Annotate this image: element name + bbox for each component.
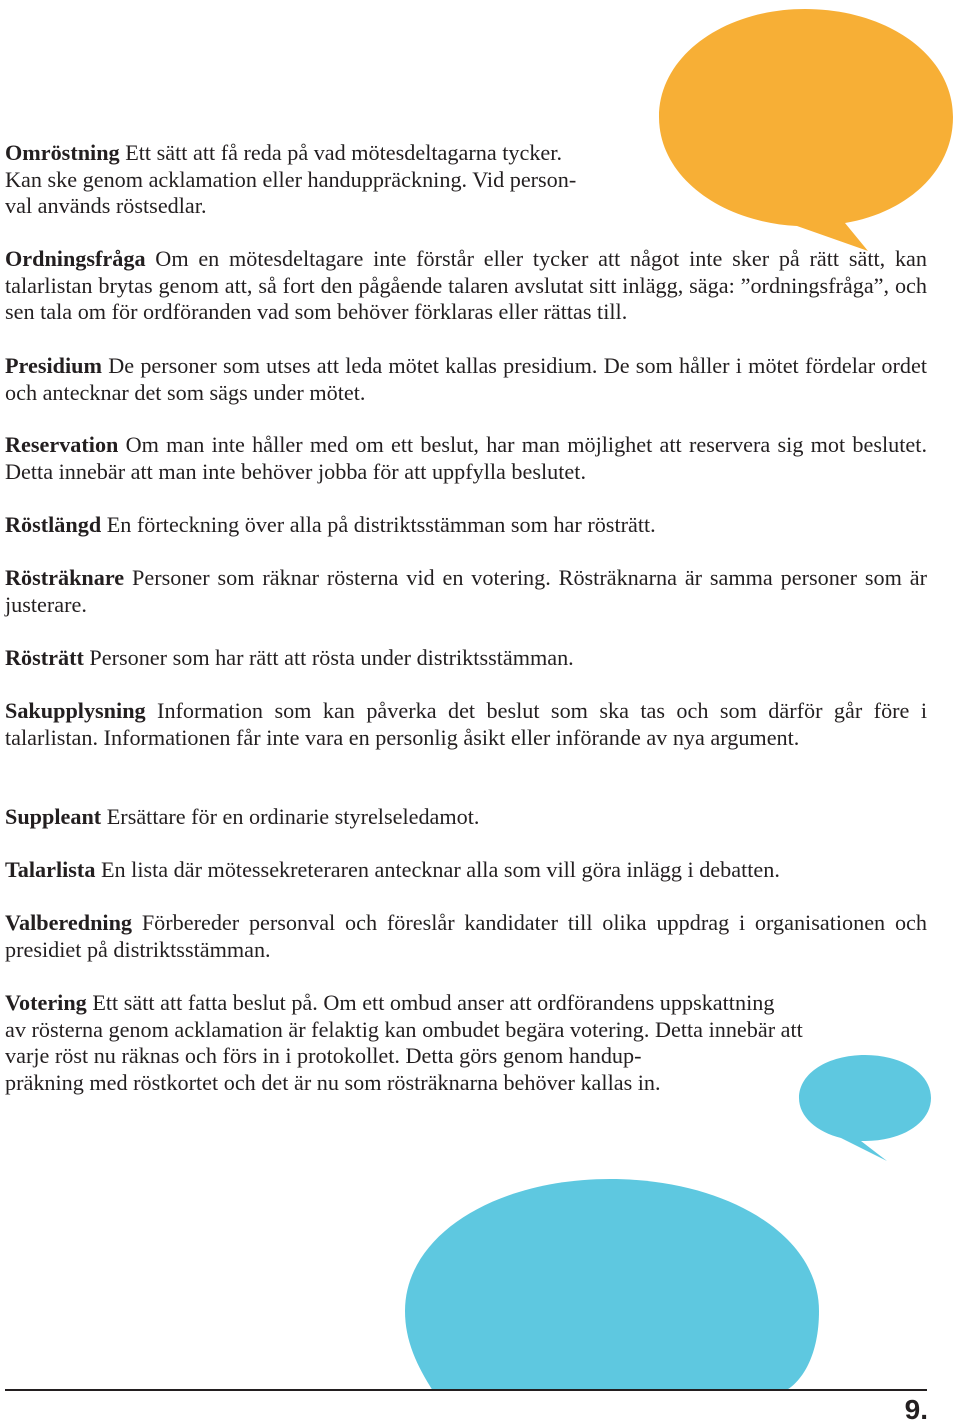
entry-definition: Personer som räknar rösterna vid en votering. Rösträknarna är samma personer som är justerare. xyxy=(5,565,927,617)
large-blue-bubble-shape xyxy=(405,1179,819,1391)
entry-definition: Förbereder personval och föreslår kandidater till olika uppdrag i organisationen och presidiet på distriktsstämman. xyxy=(5,910,927,962)
entry-term: Ordningsfråga xyxy=(5,246,146,271)
entry-term: Sakupplysning xyxy=(5,698,146,723)
entry-reservation xyxy=(5,432,927,485)
entry-sakupplysning xyxy=(5,698,927,751)
entry-votering xyxy=(5,990,927,1096)
entry-term: Röstlängd xyxy=(5,512,102,537)
entry-line: Kan ske genom acklamation eller handuppräckning. Vid person- xyxy=(5,166,577,192)
entry-term: Omröstning xyxy=(5,140,120,165)
entry-valberedning xyxy=(5,910,927,963)
entry-term: Rösträknare xyxy=(5,565,125,590)
footer-rule xyxy=(5,1389,927,1391)
entry-term: Presidium xyxy=(5,353,102,378)
entry-line: Ett sätt att få reda på vad mötesdeltagarna tycker. xyxy=(119,140,562,165)
entry-rostratt xyxy=(5,645,927,672)
entry-rostlangd xyxy=(5,512,927,539)
entry-line: Ett sätt att fatta beslut på. Om ett ombud anser att ordförandens uppskattning xyxy=(86,990,775,1015)
entry-ordningsfraga xyxy=(5,246,927,326)
entry-term: Reservation xyxy=(5,432,119,457)
entry-talarlista xyxy=(5,857,927,884)
entry-presidium xyxy=(5,353,927,406)
entry-definition: De personer som utses att leda mötet kallas presidium. De som håller i mötet fördelar ordet och antecknar det som sägs under mötet. xyxy=(5,353,927,405)
entry-line: av rösterna genom acklamation är felaktig kan ombudet begära votering. Detta innebär att xyxy=(5,1016,803,1042)
entry-definition: Information som kan påverka det beslut som ska tas och som därför går före i talarlistan. Informationen får inte vara en personlig åsikt eller införande av nya argument. xyxy=(5,698,927,750)
entry-definition: Ersättare för en ordinarie styrelseledamot. xyxy=(101,804,480,829)
entry-term: Valberedning xyxy=(5,910,133,935)
entry-definition: En förteckning över alla på distriktsstämman som har rösträtt. xyxy=(101,512,656,537)
entry-term: Rösträtt xyxy=(5,645,84,670)
entry-line: varje röst nu räknas och förs in i protokollet. Detta görs genom handup- xyxy=(5,1043,642,1068)
large-blue-speech-bubble xyxy=(405,1176,850,1391)
entry-term: Suppleant xyxy=(5,804,102,829)
entry-line: val används röstsedlar. xyxy=(5,193,207,218)
entry-suppleant xyxy=(5,804,927,831)
entry-definition: Om en mötesdeltagare inte förstår eller tycker att något inte sker på rätt sätt, kan talarlistan brytas genom att, så fort den pågående talaren avslutat sitt inlägg, säga: ”ordningsfråga”, och sen tala om för ordföranden vad som behöver förklaras eller rättas till. xyxy=(5,246,927,324)
page-number: 9. xyxy=(904,1394,928,1425)
entry-line: präkning med röstkortet och det är nu som rösträknarna behöver kallas in. xyxy=(5,1069,661,1095)
entry-term: Talarlista xyxy=(5,857,96,882)
entry-omrostning xyxy=(5,140,927,220)
entry-definition: Personer som har rätt att rösta under distriktsstämman. xyxy=(83,645,574,670)
entry-rostraknare xyxy=(5,565,927,618)
entry-term: Votering xyxy=(5,990,87,1015)
entry-definition: Om man inte håller med om ett beslut, har man möjlighet att reservera sig mot beslutet. Detta innebär att man inte behöver jobba för att uppfylla beslutet. xyxy=(5,432,927,484)
entry-definition: En lista där mötessekreteraren antecknar alla som vill göra inlägg i debatten. xyxy=(95,857,780,882)
